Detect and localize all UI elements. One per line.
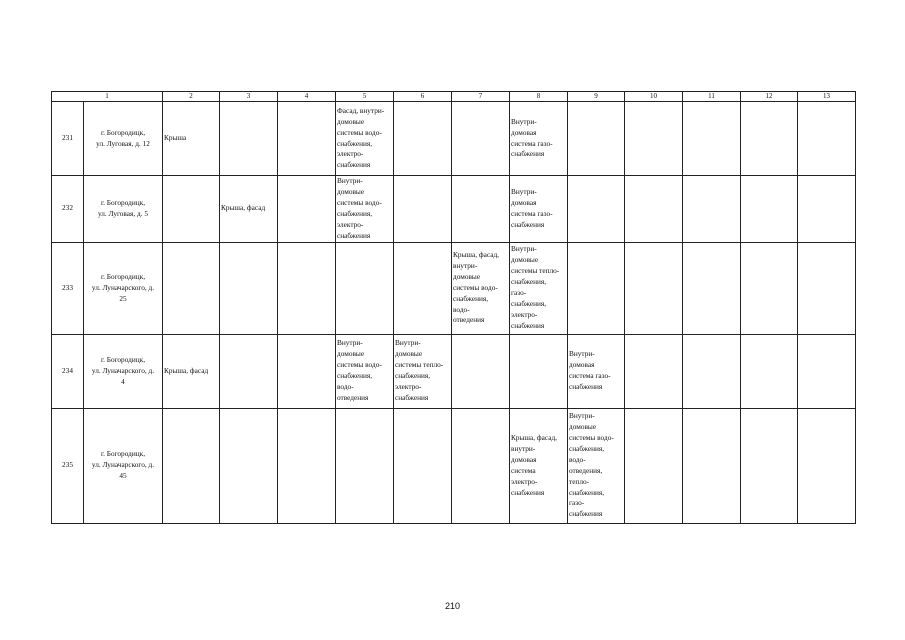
cell-col-9	[568, 102, 625, 176]
cell-col-5: Внутри- домовые системы водо- снабжения, электро- снабжения	[336, 176, 394, 243]
column-header: 1	[52, 92, 163, 102]
cell-col-4	[278, 408, 336, 523]
cell-col-7	[452, 334, 510, 408]
cell-col-3	[220, 408, 278, 523]
cell-col-11	[683, 176, 741, 243]
cell-col-13	[798, 408, 856, 523]
cell-col-2	[163, 408, 220, 523]
cell-col-11	[683, 102, 741, 176]
table-row	[52, 408, 856, 523]
cell-col-10	[625, 102, 683, 176]
cell-col-2	[163, 176, 220, 243]
column-header: 12	[741, 92, 798, 102]
cell-col-5	[336, 408, 394, 523]
cell-col-3	[220, 102, 278, 176]
cell-col-9: Внутри- домовая система газо- снабжения	[568, 334, 625, 408]
cell-col-12	[741, 242, 798, 334]
column-header: 5	[336, 92, 394, 102]
repair-schedule-table	[51, 91, 856, 524]
cell-col-5	[336, 242, 394, 334]
cell-col-3: Крыша, фасад	[220, 176, 278, 243]
row-number: 232	[52, 176, 84, 243]
cell-col-8: Внутри- домовая система газо- снабжения	[510, 102, 568, 176]
cell-col-3	[220, 334, 278, 408]
row-number: 233	[52, 242, 84, 334]
cell-col-6	[394, 408, 452, 523]
cell-col-3	[220, 242, 278, 334]
cell-col-4	[278, 176, 336, 243]
address-cell: г. Богородицк, ул. Луначарского, д. 45	[84, 408, 163, 523]
cell-col-5: Внутри- домовые системы водо- снабжения, водо- отведения	[336, 334, 394, 408]
cell-col-7: Крыша, фасад, внутри- домовые системы водо- снабжения, водо- отведения	[452, 242, 510, 334]
column-header: 9	[568, 92, 625, 102]
address-cell: г. Богородицк, ул. Луначарского, д. 25	[84, 242, 163, 334]
cell-col-6	[394, 242, 452, 334]
row-number: 235	[52, 408, 84, 523]
cell-col-9	[568, 242, 625, 334]
cell-col-7	[452, 408, 510, 523]
cell-col-10	[625, 408, 683, 523]
cell-col-2	[163, 242, 220, 334]
cell-col-6: Внутри- домовые системы тепло- снабжения, электро- снабжения	[394, 334, 452, 408]
cell-col-8: Внутри- домовые системы тепло- снабжения, газо- снабжения, электро- снабжения	[510, 242, 568, 334]
address-cell: г. Богородицк, ул. Луначарского, д. 4	[84, 334, 163, 408]
page-number: 210	[444, 601, 461, 611]
cell-col-12	[741, 408, 798, 523]
address-cell: г. Богородицк, ул. Луговая, д. 12	[84, 102, 163, 176]
cell-col-12	[741, 334, 798, 408]
row-number: 231	[52, 102, 84, 176]
cell-col-6	[394, 176, 452, 243]
cell-col-11	[683, 334, 741, 408]
table-row	[52, 176, 856, 243]
column-header: 4	[278, 92, 336, 102]
cell-col-7	[452, 102, 510, 176]
cell-col-11	[683, 408, 741, 523]
cell-col-10	[625, 176, 683, 243]
cell-col-5: Фасад, внутри- домовые системы водо- снабжения, электро- снабжения	[336, 102, 394, 176]
row-number: 234	[52, 334, 84, 408]
column-header: 7	[452, 92, 510, 102]
cell-col-8	[510, 334, 568, 408]
cell-col-7	[452, 176, 510, 243]
cell-col-13	[798, 176, 856, 243]
cell-col-4	[278, 102, 336, 176]
cell-col-13	[798, 102, 856, 176]
cell-col-8: Крыша, фасад, внутри- домовая система электро- снабжения	[510, 408, 568, 523]
cell-col-4	[278, 242, 336, 334]
column-header: 3	[220, 92, 278, 102]
cell-col-8: Внутри- домовая система газо- снабжения	[510, 176, 568, 243]
column-header: 13	[798, 92, 856, 102]
column-header: 8	[510, 92, 568, 102]
address-cell: г. Богородицк, ул. Луговая, д. 5	[84, 176, 163, 243]
column-header: 10	[625, 92, 683, 102]
cell-col-4	[278, 334, 336, 408]
cell-col-2: Крыша, фасад	[163, 334, 220, 408]
cell-col-9: Внутри- домовые системы водо- снабжения, водо- отведения, тепло- снабжения, газо- снабжения	[568, 408, 625, 523]
cell-col-2: Крыша	[163, 102, 220, 176]
table-row	[52, 334, 856, 408]
header-row	[52, 92, 856, 102]
cell-col-10	[625, 334, 683, 408]
cell-col-13	[798, 334, 856, 408]
column-header: 6	[394, 92, 452, 102]
cell-col-12	[741, 102, 798, 176]
cell-col-12	[741, 176, 798, 243]
column-header: 2	[163, 92, 220, 102]
table-row	[52, 242, 856, 334]
table-row	[52, 102, 856, 176]
cell-col-13	[798, 242, 856, 334]
cell-col-6	[394, 102, 452, 176]
cell-col-11	[683, 242, 741, 334]
cell-col-9	[568, 176, 625, 243]
cell-col-10	[625, 242, 683, 334]
column-header: 11	[683, 92, 741, 102]
